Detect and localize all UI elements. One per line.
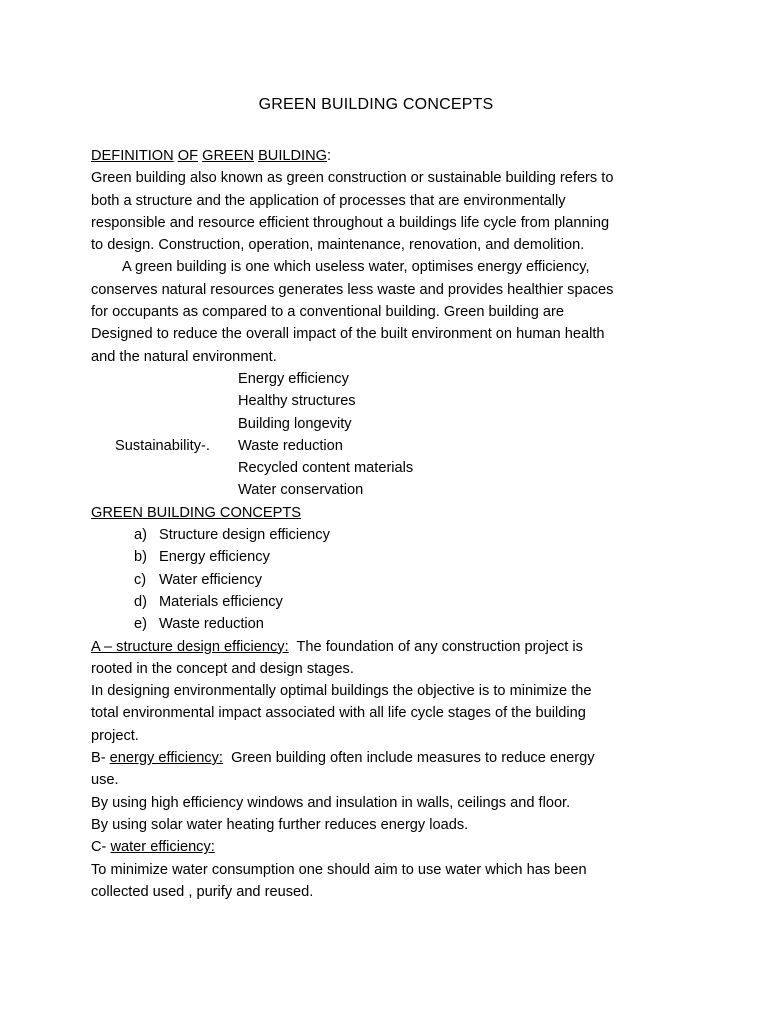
paragraph-line: for occupants as compared to a conventional building. Green building are [91, 304, 564, 321]
concepts-heading [91, 502, 691, 524]
concept-marker: e) [134, 616, 147, 633]
section-a-line: total environmental impact associated with all life cycle stages of the building [91, 705, 586, 722]
paragraph-line: Designed to reduce the overall impact of the built environment on human health [91, 326, 605, 343]
concepts-heading-text: GREEN BUILDING CONCEPTS [91, 504, 302, 521]
section-c-heading: water efficiency: [110, 839, 215, 856]
section-c-first-line [91, 836, 691, 858]
section-a-line: In designing environmentally optimal buildings the objective is to minimize the [91, 683, 592, 700]
sustainability-item: Recycled content materials [238, 460, 414, 477]
paragraph-line: conserves natural resources generates less waste and provides healthier spaces [91, 281, 614, 298]
document-body [91, 145, 691, 903]
section-b-line: By using solar water heating further reduces energy loads. [91, 816, 469, 833]
sustainability-item: Water conservation [238, 482, 364, 499]
concept-text: Materials efficiency [159, 593, 283, 610]
section-a-first-line [91, 636, 691, 658]
definition-heading-word: OF [177, 148, 199, 164]
paragraph-line: and the natural environment. [91, 348, 277, 365]
section-a-line: project. [91, 727, 139, 744]
concept-text: Energy efficiency [159, 549, 270, 566]
sustainability-item: Healthy structures [238, 393, 356, 410]
section-b-text: Green building often include measures to reduce energy [222, 750, 595, 767]
section-b-line: By using high efficiency windows and insulation in walls, ceilings and floor. [91, 794, 571, 811]
section-c-line: collected used , purify and reused. [91, 883, 314, 900]
concept-marker: a) [134, 527, 147, 544]
section-b-first-line [91, 747, 691, 769]
definition-heading [91, 145, 691, 167]
concept-marker: b) [134, 549, 147, 566]
document-title: GREEN BUILDING CONCEPTS [258, 96, 494, 113]
definition-line: Green building also known as green construction or sustainable building refers to [91, 170, 614, 187]
concept-marker: d) [134, 593, 147, 610]
concept-text: Water efficiency [159, 571, 263, 588]
section-c-line: To minimize water consumption one should aim to use water which has been [91, 861, 587, 878]
section-b-line: use. [91, 772, 119, 789]
section-b-prefix: B- [91, 750, 110, 767]
paragraph-line: A green building is one which useless water, optimises energy efficiency, [122, 259, 590, 276]
sustainability-row [91, 435, 691, 457]
sustainability-item: Energy efficiency [238, 370, 349, 387]
section-a-line: rooted in the concept and design stages. [91, 660, 354, 677]
section-a-text: The foundation of any construction project is [288, 638, 583, 655]
concept-text: Structure design efficiency [159, 527, 330, 544]
sustainability-item: Waste reduction [238, 437, 343, 454]
sustainability-item: Building longevity [238, 415, 352, 432]
definition-line: responsible and resource efficient throughout a buildings life cycle from planning [91, 214, 610, 231]
definition-heading-word: DEFINITION [91, 148, 174, 164]
sustainability-label: Sustainability-. [115, 437, 210, 454]
definition-line: both a structure and the application of processes that are environmentally [91, 192, 566, 209]
section-a-heading: A – structure design efficiency: [91, 638, 289, 655]
concept-text: Waste reduction [159, 616, 264, 633]
concept-list-item [91, 524, 691, 546]
definition-heading-word: BUILDING [258, 148, 328, 164]
definition-heading-colon: : [327, 148, 332, 164]
concept-list-item [91, 546, 691, 568]
concept-list-item [91, 591, 691, 613]
definition-heading-word: GREEN [202, 148, 255, 164]
section-c-prefix: C- [91, 839, 111, 856]
concept-list-item [91, 569, 691, 591]
definition-line: to design. Construction, operation, maintenance, renovation, and demolition. [91, 237, 585, 254]
concept-list-item [91, 613, 691, 635]
concept-marker: c) [134, 571, 147, 588]
section-b-heading: energy efficiency: [109, 750, 223, 767]
